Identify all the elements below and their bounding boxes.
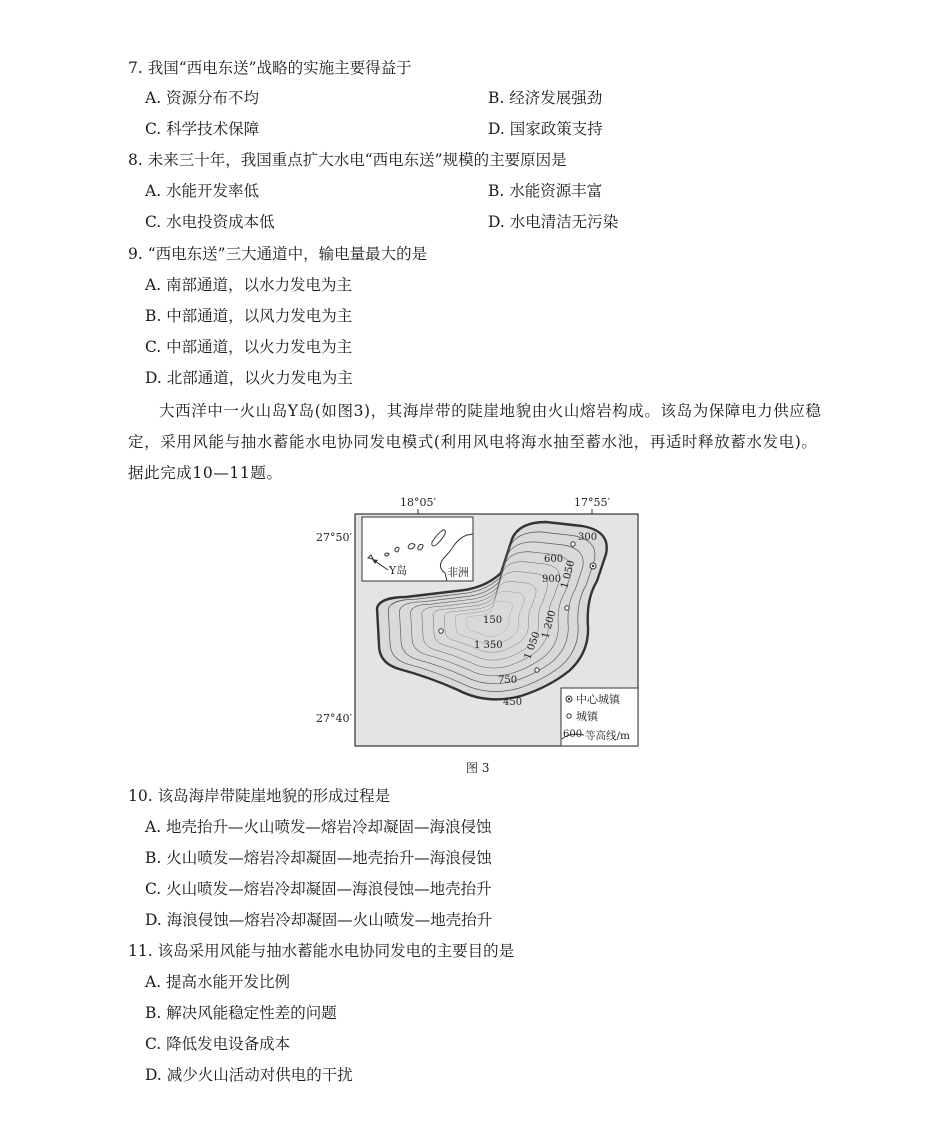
- question-9-stem: 9. “西电东送”三大通道中，输电量最大的是: [128, 245, 428, 263]
- question-8-option-c[interactable]: C. 水电投资成本低: [145, 213, 275, 231]
- question-11-stem: 11. 该岛采用风能与抽水蓄能水电协同发电的主要目的是: [128, 942, 515, 960]
- contour-label: 1 050: [559, 559, 578, 590]
- question-10-option-b[interactable]: B. 火山喷发—熔岩冷却凝固—地壳抬升—海浪侵蚀: [145, 849, 492, 867]
- contour-label: 1 350: [474, 640, 503, 651]
- town-marker: [565, 606, 569, 610]
- question-10-option-d[interactable]: D. 海浪侵蚀—熔岩冷却凝固—火山喷发—地壳抬升: [145, 911, 493, 929]
- legend-contour-sample: 600: [563, 729, 583, 740]
- town-marker: [439, 629, 443, 633]
- map-legend: [561, 688, 638, 746]
- question-11-option-d[interactable]: D. 减少火山活动对供电的干扰: [145, 1066, 353, 1084]
- question-10-option-a[interactable]: A. 地壳抬升—火山喷发—熔岩冷却凝固—海浪侵蚀: [145, 818, 492, 836]
- latitude-label-bottom: 27°40′: [316, 712, 352, 725]
- question-11-option-a[interactable]: A. 提高水能开发比例: [145, 973, 291, 991]
- question-7-option-c[interactable]: C. 科学技术保障: [145, 120, 260, 138]
- legend-center-town: 中心城镇: [576, 693, 620, 706]
- contour-label: 900: [542, 574, 562, 585]
- inset-locator-map: [362, 517, 473, 581]
- contour-label: 600: [544, 554, 564, 565]
- inset-continent-label: 非洲: [447, 566, 469, 579]
- question-10-option-c[interactable]: C. 火山喷发—熔岩冷却凝固—海浪侵蚀—地壳抬升: [145, 880, 492, 898]
- legend-town: 城镇: [576, 710, 598, 723]
- question-11-option-c[interactable]: C. 降低发电设备成本: [145, 1035, 291, 1053]
- contour-label: 300: [578, 532, 598, 543]
- contour-label: 1 050: [522, 630, 543, 662]
- reading-passage: 大西洋中一火山岛Y岛(如图3)，其海岸带的陡崖地貌由火山熔岩构成。该岛为保障电力供应稳定，采用风能与抽水蓄能水电协同发电模式(利用风电将海水抽至蓄水池，再适时释放蓄水发电)。据此完成10—11题。: [128, 402, 822, 482]
- question-8-option-a[interactable]: A. 水能开发率低: [145, 182, 260, 200]
- question-8-option-d[interactable]: D. 水电清洁无污染: [488, 213, 619, 231]
- question-11-option-b[interactable]: B. 解决风能稳定性差的问题: [145, 1004, 337, 1022]
- question-7-option-a[interactable]: A. 资源分布不均: [145, 89, 260, 107]
- question-9-option-c[interactable]: C. 中部通道，以火力发电为主: [145, 338, 353, 356]
- contour-label: 450: [503, 697, 523, 708]
- figure-caption: 图 3: [466, 761, 490, 775]
- question-8-stem: 8. 未来三十年，我国重点扩大水电“西电东送”规模的主要原因是: [128, 151, 567, 169]
- legend-contour: 等高线/m: [585, 730, 630, 742]
- contour-label: 750: [498, 675, 518, 686]
- contour-label: 150: [483, 615, 503, 626]
- contour-label: 1 200: [540, 609, 559, 640]
- question-9-option-d[interactable]: D. 北部通道，以火力发电为主: [145, 369, 353, 387]
- question-7-option-b[interactable]: B. 经济发展强劲: [488, 89, 603, 107]
- town-marker: [571, 542, 575, 546]
- question-7-option-d[interactable]: D. 国家政策支持: [488, 120, 603, 138]
- question-9-option-a[interactable]: A. 南部通道，以水力发电为主: [145, 276, 353, 294]
- longitude-label-right: 17°55′: [574, 496, 610, 509]
- latitude-label-top: 27°50′: [316, 531, 352, 544]
- island-contour-map: [305, 494, 645, 754]
- town-legend-icon: [567, 714, 571, 718]
- inset-island-label: Y岛: [389, 564, 408, 577]
- question-10-stem: 10. 该岛海岸带陡崖地貌的形成过程是: [128, 787, 391, 805]
- town-marker: [535, 668, 539, 672]
- question-7-stem: 7. 我国“西电东送”战略的实施主要得益于: [128, 59, 412, 77]
- longitude-label-left: 18°05′: [400, 496, 436, 509]
- question-8-option-b[interactable]: B. 水能资源丰富: [488, 182, 603, 200]
- question-9-option-b[interactable]: B. 中部通道，以风力发电为主: [145, 307, 353, 325]
